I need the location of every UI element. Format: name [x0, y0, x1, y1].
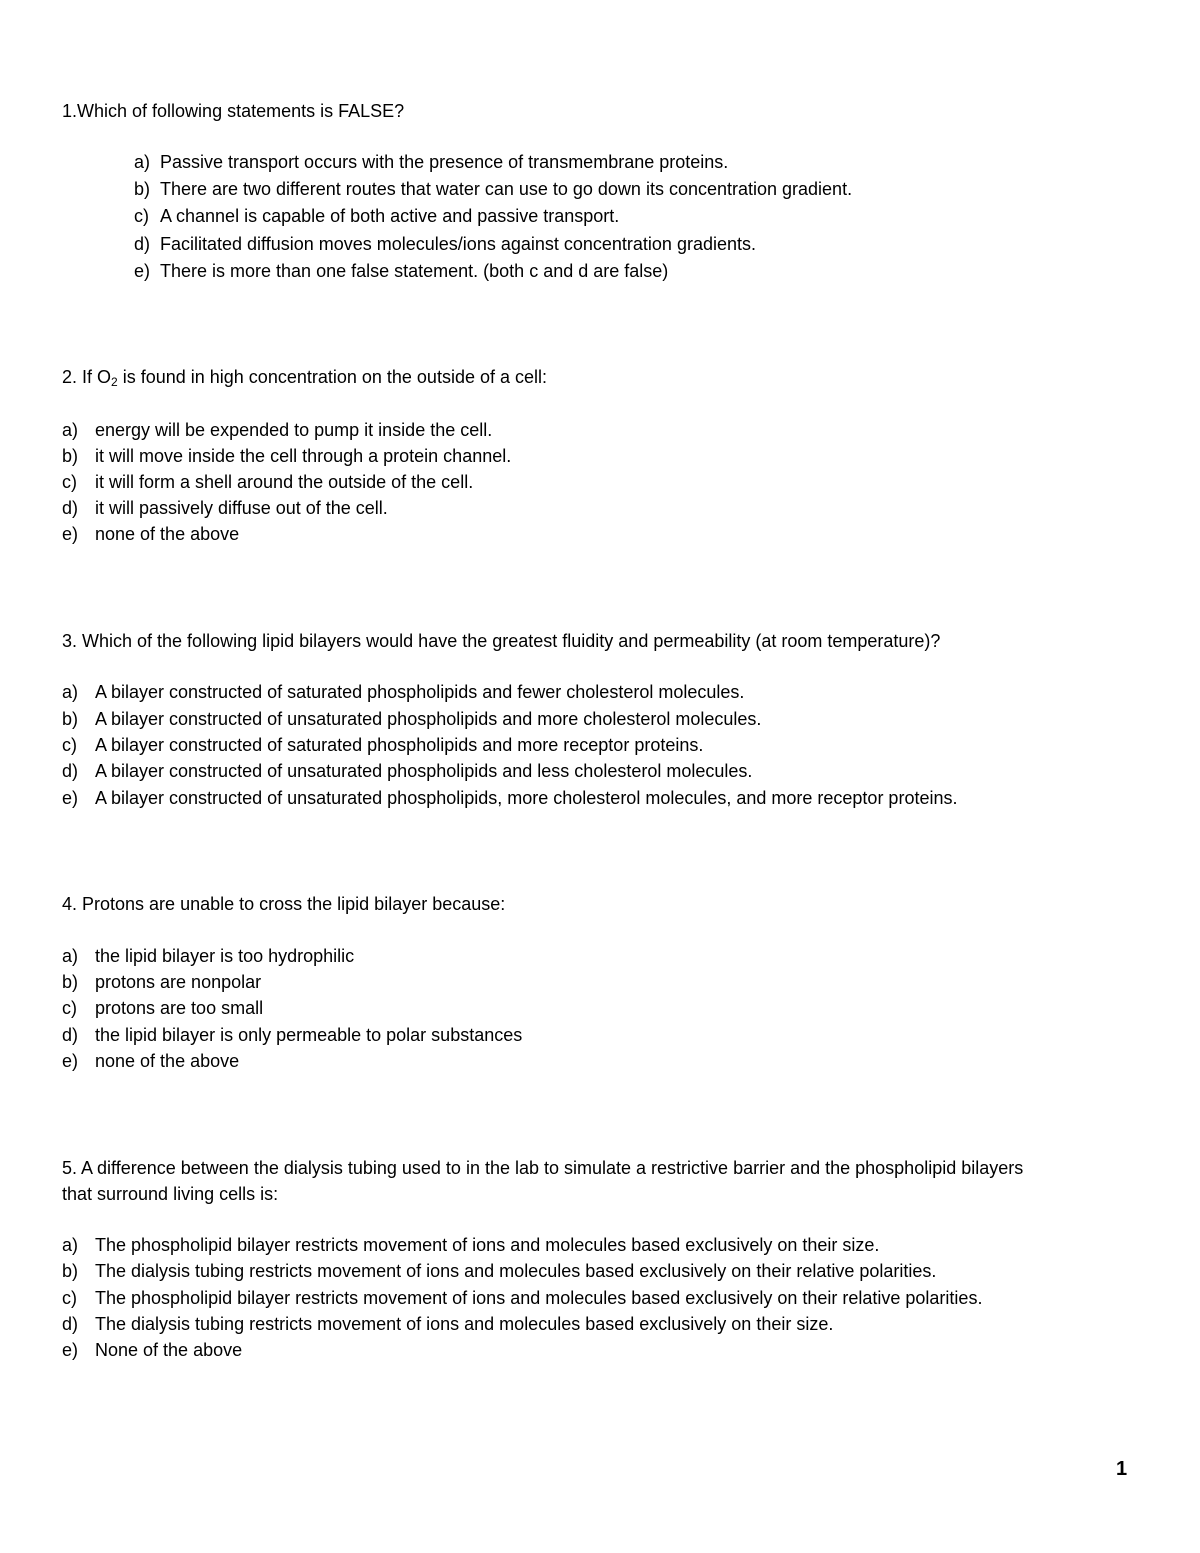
- option-text: energy will be expended to pump it inside the cell.: [95, 420, 493, 440]
- option-label: a): [62, 420, 79, 440]
- question-2-option-c: [0, 472, 1200, 494]
- option-text: A bilayer constructed of unsaturated phospholipids, more cholesterol molecules, and more receptor proteins.: [95, 788, 958, 808]
- option-text: A bilayer constructed of unsaturated phospholipids and less cholesterol molecules.: [95, 761, 753, 781]
- option-text: None of the above: [95, 1340, 243, 1360]
- option-text: it will form a shell around the outside of the cell.: [95, 472, 474, 492]
- question-2-option-a: [0, 420, 1200, 442]
- option-label: b): [134, 179, 151, 199]
- question-4-option-a: [0, 946, 1200, 968]
- question-1-option-c: [0, 206, 1200, 228]
- subscript: 2: [111, 375, 118, 389]
- question-5-option-a: [0, 1235, 1200, 1257]
- option-label: d): [62, 761, 79, 781]
- option-label: e): [134, 261, 151, 281]
- option-label: d): [62, 1025, 79, 1045]
- page-number: 1: [1116, 1458, 1128, 1480]
- option-text: A bilayer constructed of saturated phospholipids and more receptor proteins.: [95, 735, 704, 755]
- option-text: none of the above: [95, 524, 240, 544]
- question-2-option-e: [0, 524, 1200, 546]
- option-text: The phospholipid bilayer restricts movement of ions and molecules based exclusively on their size.: [95, 1235, 880, 1255]
- question-5-prompt-line-2: that surround living cells is:: [62, 1184, 279, 1204]
- option-text: protons are too small: [95, 998, 264, 1018]
- option-label: a): [62, 1235, 79, 1255]
- question-4-prompt: 4. Protons are unable to cross the lipid bilayer because:: [62, 894, 506, 914]
- option-label: a): [134, 152, 151, 172]
- question-4-option-c: [0, 998, 1200, 1020]
- question-5-option-b: [0, 1261, 1200, 1283]
- option-label: b): [62, 446, 79, 466]
- option-label: a): [62, 946, 79, 966]
- option-text: The dialysis tubing restricts movement of ions and molecules based exclusively on their size.: [95, 1314, 834, 1334]
- question-4-option-d: [0, 1025, 1200, 1047]
- option-label: a): [62, 682, 79, 702]
- option-text: it will passively diffuse out of the cell.: [95, 498, 388, 518]
- option-label: e): [62, 524, 79, 544]
- question-1-option-d: [0, 234, 1200, 256]
- question-1-option-a: [0, 152, 1200, 174]
- question-3-option-a: [0, 682, 1200, 704]
- option-text: none of the above: [95, 1051, 240, 1071]
- option-label: d): [62, 1314, 79, 1334]
- question-1-option-b: [0, 179, 1200, 201]
- option-text: A channel is capable of both active and passive transport.: [160, 206, 620, 226]
- option-label: e): [62, 1051, 79, 1071]
- question-1-option-e: [0, 261, 1200, 283]
- question-4-option-b: [0, 972, 1200, 994]
- prompt-text-start: 2. If O: [62, 367, 112, 387]
- option-text: it will move inside the cell through a protein channel.: [95, 446, 512, 466]
- prompt-text-end: is found in high concentration on the outside of a cell:: [117, 367, 548, 387]
- question-3-option-b: [0, 709, 1200, 731]
- question-4-option-e: [0, 1051, 1200, 1073]
- option-label: c): [62, 735, 77, 755]
- option-label: b): [62, 709, 79, 729]
- question-3-option-d: [0, 761, 1200, 783]
- option-text: There are two different routes that water can use to go down its concentration gradient.: [160, 179, 853, 199]
- option-label: c): [62, 998, 77, 1018]
- option-text: the lipid bilayer is too hydrophilic: [95, 946, 355, 966]
- question-5-option-e: [0, 1340, 1200, 1362]
- option-text: The dialysis tubing restricts movement of ions and molecules based exclusively on their relative polarities.: [95, 1261, 937, 1281]
- option-text: Facilitated diffusion moves molecules/ions against concentration gradients.: [160, 234, 756, 254]
- question-3-option-c: [0, 735, 1200, 757]
- option-label: e): [62, 788, 79, 808]
- option-label: c): [134, 206, 149, 226]
- option-text: protons are nonpolar: [95, 972, 262, 992]
- option-label: b): [62, 972, 79, 992]
- question-5-prompt-line-1: 5. A difference between the dialysis tubing used to in the lab to simulate a restrictive barrier and the phospholipid bilayers: [62, 1158, 1024, 1178]
- option-label: b): [62, 1261, 79, 1281]
- question-2-option-b: [0, 446, 1200, 468]
- option-text: There is more than one false statement. (both c and d are false): [160, 261, 669, 281]
- option-label: d): [62, 498, 79, 518]
- option-text: Passive transport occurs with the presence of transmembrane proteins.: [160, 152, 729, 172]
- question-2-prompt: [62, 366, 547, 393]
- question-1-prompt: 1.Which of following statements is FALSE?: [62, 101, 405, 121]
- question-3-prompt: 3. Which of the following lipid bilayers would have the greatest fluidity and permeability (at room temperature)?: [62, 631, 941, 651]
- option-text: the lipid bilayer is only permeable to polar substances: [95, 1025, 523, 1045]
- option-text: The phospholipid bilayer restricts movement of ions and molecules based exclusively on their relative polarities.: [95, 1288, 983, 1308]
- question-3-option-e: [0, 788, 1200, 810]
- option-label: d): [134, 234, 151, 254]
- option-label: e): [62, 1340, 79, 1360]
- option-label: c): [62, 1288, 77, 1308]
- question-5-option-d: [0, 1314, 1200, 1336]
- option-text: A bilayer constructed of unsaturated phospholipids and more cholesterol molecules.: [95, 709, 762, 729]
- question-5-option-c: [0, 1288, 1200, 1310]
- option-label: c): [62, 472, 77, 492]
- question-2-option-d: [0, 498, 1200, 520]
- option-text: A bilayer constructed of saturated phospholipids and fewer cholesterol molecules.: [95, 682, 745, 702]
